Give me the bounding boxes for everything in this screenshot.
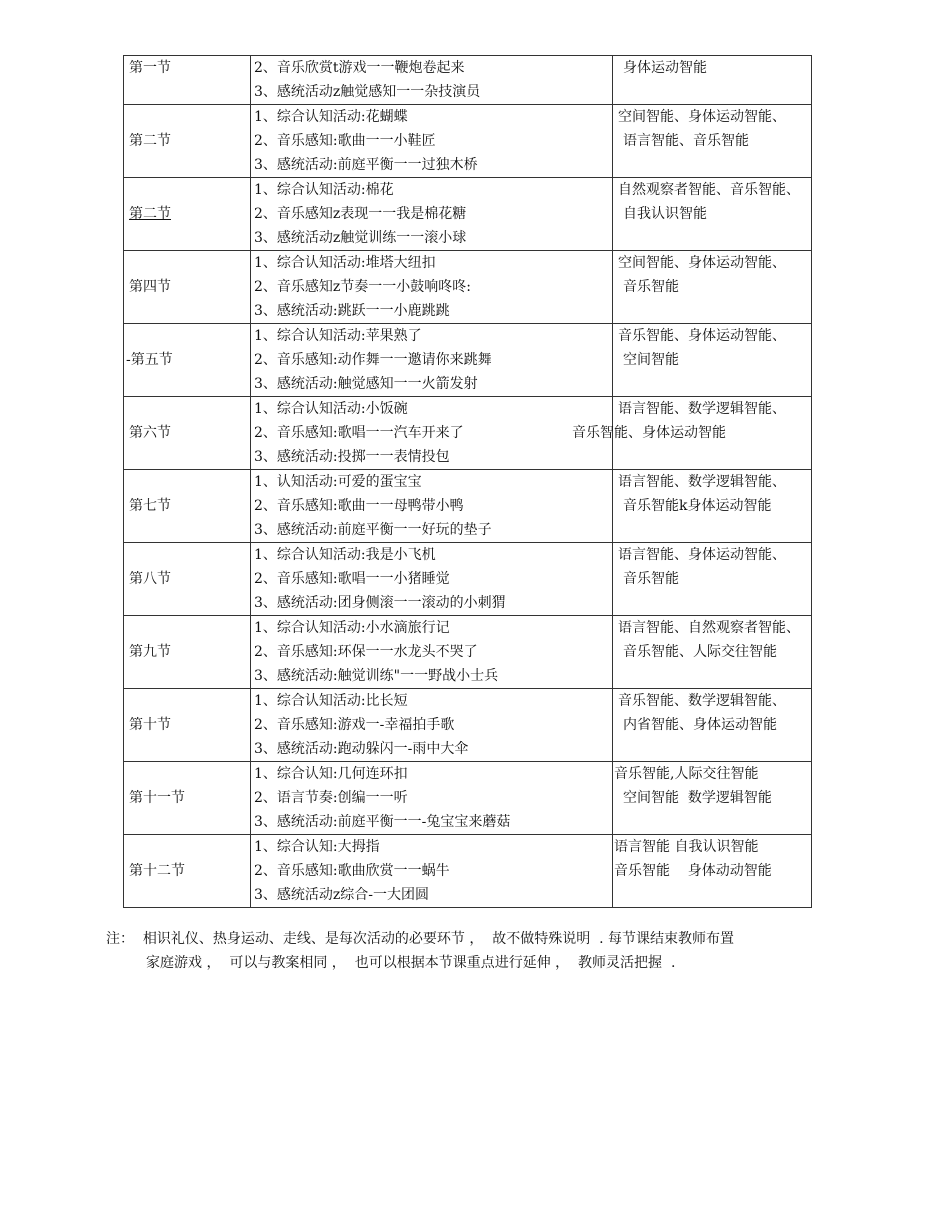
activity-line: 2、语言节奏:创编一一听 [254,790,408,806]
intelligence-cell [613,56,812,105]
activity-line: 1、综合认知活动:苹果熟了 [254,328,422,344]
intelligence-cell [613,251,812,324]
intelligence-line: 空间智能 [623,352,679,368]
intelligence-cell [613,324,812,397]
table-row [124,56,812,105]
activity-line: 3、感统活动:前庭平衡一一过独木桥 [254,157,478,173]
activity-line: 1、综合认知活动:比长短 [254,693,408,709]
table-row [124,543,812,616]
table-row [124,689,812,762]
activity-line [254,421,726,445]
table-row [124,470,812,543]
intelligence-line: 音乐智能,人际交往智能 [614,766,759,782]
activity-line: 2、音乐欣赏t游戏一一鞭炮卷起来 [254,60,465,76]
intelligence-line: 自我认识智能 [623,206,707,222]
section-label: 第七节 [129,498,171,514]
activity-line: 1、综合认知活动:棉花 [254,182,394,198]
intelligence-line: 语言智能、音乐智能 [623,133,749,149]
activity-cell [251,324,613,397]
intelligence-line: 内省智能、身体运动智能 [623,717,777,733]
activity-cell [251,178,613,251]
section-label: 第九节 [129,644,171,660]
activity-cell [251,835,613,908]
activity-line: 2、音乐感知:环保一一水龙头不哭了 [254,644,478,660]
activity-line: 2、音乐感知:歌唱一一小猪睡觉 [254,571,450,587]
intelligence-line: 音乐智能k身体运动智能 [623,498,772,514]
activity-line: 3、感统活动z触觉训练一一滚小球 [254,230,467,246]
activity-line: 3、感统活动:前庭平衡一一好玩的垫子 [254,522,492,538]
intelligence-line: 音乐智能 身体动动智能 [614,863,772,879]
intelligence-line: 音乐智能 [623,279,679,295]
activity-cell [251,251,613,324]
activity-cell [251,616,613,689]
activity-line: 1、综合认知:大拇指 [254,839,380,855]
section-cell [124,105,251,178]
activity-cell [251,105,613,178]
activity-line: 2、音乐感知z表现一一我是棉花糖 [254,206,467,222]
section-cell [124,762,251,835]
section-cell [124,689,251,762]
activity-line: 2、音乐感知:歌曲一一小鞋匠 [254,133,436,149]
section-label: 第十节 [129,717,171,733]
table-row [124,178,812,251]
activity-line: 1、认知活动:可爱的蛋宝宝 [254,474,422,490]
intelligence-cell [613,178,812,251]
section-cell [124,470,251,543]
activity-line: 2、音乐感知z节奏一一小鼓响咚咚: [254,279,471,295]
table-row [124,251,812,324]
section-label: 第六节 [129,425,171,441]
intelligence-line: 音乐智能、身体运动智能、 [618,328,786,344]
section-label: 第四节 [129,279,171,295]
activity-line: 3、感统活动:投掷一一表情投包 [254,449,450,465]
activity-cell [251,470,613,543]
activity-line: 3、感统活动:团身侧滚一一滚动的小刺猬 [254,595,506,611]
intelligence-cell [613,105,812,178]
intelligence-line: 空间智能 数学逻辑智能 [623,790,772,806]
curriculum-table [123,55,812,908]
activity-line: 3、感统活动:前庭平衡一一-兔宝宝来蘑菇 [254,814,511,830]
footnote-line: 家庭游戏 ， 可以与教案相同 ， 也可以根据本节课重点进行延伸 ， 教师灵活把握 . [146,955,676,971]
footnote-line: 注： 相识礼仪、热身运动、走线、是每次活动的必要环节 ， 故不做特殊说明 . 每节课结束教师布置 [106,931,735,947]
activity-line: 3、感统活动z触觉感知一一杂技演员 [254,84,481,100]
intelligence-line: 语言智能、自然观察者智能、 [618,620,800,636]
section-cell [124,324,251,397]
table-row [124,397,812,470]
intelligence-line: 语言智能、数学逻辑智能、 [618,474,786,490]
activity-line: 2、音乐感知:歌曲欣赏一一蜗牛 [254,863,450,879]
intelligence-line: 空间智能、身体运动智能、 [618,255,786,271]
intelligence-line: 空间智能、身体运动智能、 [618,109,786,125]
table-row [124,762,812,835]
intelligence-cell [613,616,812,689]
activity-cell [251,543,613,616]
section-cell [124,178,251,251]
section-label: 第二节 [129,206,171,222]
intelligence-line: 音乐智能 [623,571,679,587]
section-cell [124,56,251,105]
activity-line: 3、感统活动:跳跃一一小鹿跳跳 [254,303,450,319]
activity-line: 3、感统活动:触觉训练"一一野战小士兵 [254,668,499,684]
intelligence-line: 语言智能、身体运动智能、 [618,547,786,563]
activity-cell [251,762,613,835]
activity-line: 3、感统活动:跑动躲闪一-雨中大伞 [254,741,469,757]
section-label: 第二节 [129,133,171,149]
activity-line: 2、音乐感知:动作舞一一邀请你来跳舞 [254,352,492,368]
table-row [124,324,812,397]
intelligence-line: 身体运动智能 [623,60,707,76]
intelligence-line: 语言智能 自我认识智能 [614,839,759,855]
intelligence-cell [613,762,812,835]
intelligence-line: 音乐智能、数学逻辑智能、 [618,693,786,709]
activity-line: 1、综合认知活动:小水滴旅行记 [254,620,450,636]
section-cell [124,543,251,616]
section-label: 第十一节 [129,790,185,806]
section-cell [124,616,251,689]
section-label: 第一节 [129,60,171,76]
activity-cell [251,56,613,105]
intelligence-cell [613,470,812,543]
section-cell [124,251,251,324]
intelligence-cell [613,835,812,908]
intelligence-line: 音乐智能、身体运动智能 [572,425,726,441]
table-row [124,616,812,689]
activity-line: 1、综合认知活动:堆塔大纽扣 [254,255,436,271]
intelligence-cell [613,689,812,762]
intelligence-line: 自然观察者智能、音乐智能、 [618,182,800,198]
section-label: 第十二节 [129,863,185,879]
section-label: 第八节 [129,571,171,587]
activity-line: 2、音乐感知:歌曲一一母鸭带小鸭 [254,498,464,514]
intelligence-line: 语言智能、数学逻辑智能、 [618,401,786,417]
activity-text: 2、音乐感知:歌唱一一汽车开来了 [254,425,464,441]
section-cell [124,397,251,470]
activity-line: 1、综合认知活动:小饭碗 [254,401,408,417]
intelligence-line: 音乐智能、人际交往智能 [623,644,777,660]
footnote [106,927,818,975]
section-label: -第五节 [126,352,173,368]
table-row [124,105,812,178]
section-cell [124,835,251,908]
activity-cell [251,689,613,762]
intelligence-cell [613,543,812,616]
curriculum-table-container [123,55,812,908]
activity-line: 2、音乐感知:游戏一-幸福拍手歌 [254,717,455,733]
activity-line: 1、综合认知:几何连环扣 [254,766,408,782]
table-row [124,835,812,908]
activity-line: 1、综合认知活动:我是小飞机 [254,547,436,563]
activity-line: 3、感统活动:触觉感知一一火箭发射 [254,376,478,392]
activity-line: 1、综合认知活动:花蝴蝶 [254,109,408,125]
activity-line: 3、感统活动z综合-一大团圆 [254,887,430,903]
